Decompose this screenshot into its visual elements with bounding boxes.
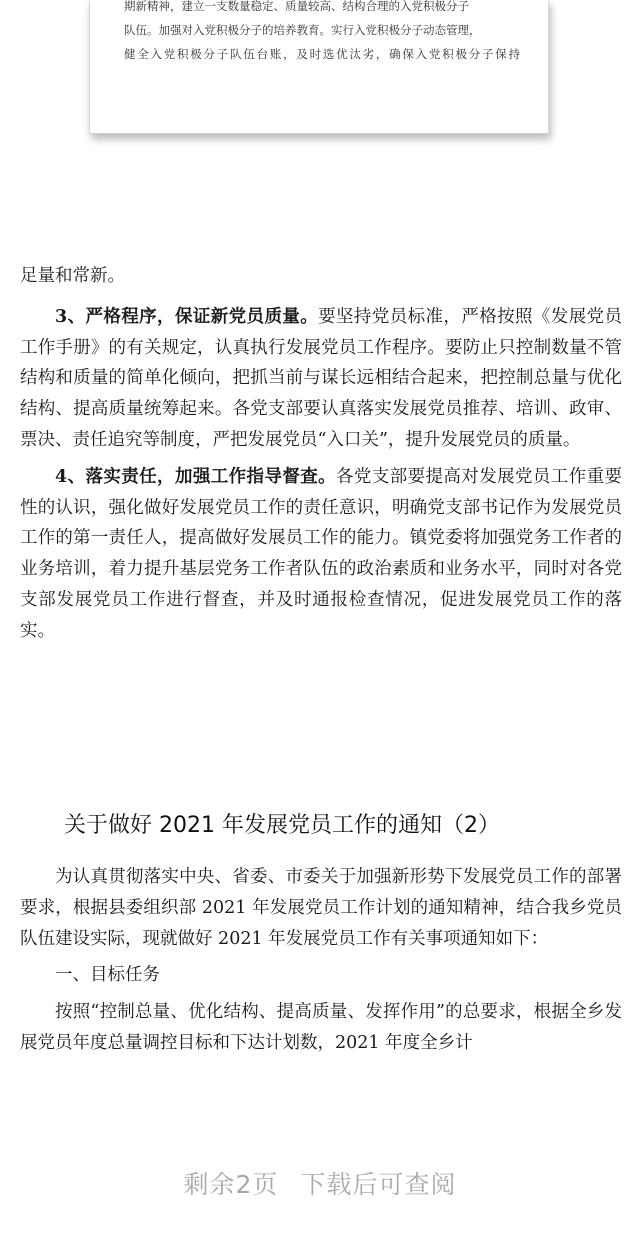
notice-intro: 为认真贯彻落实中央、省委、市委关于加强新形势下发展党员工作的部署要求，根据县委组织部 2021 年发展党员工作计划的通知精神，结合我乡党员队伍建设实际，现就做好 2021 年发展党员工作有关事项通知如下： bbox=[20, 867, 622, 949]
preview-line: 健全入党积极分子队伍台账，及时选优汰劣，确保入党积极分子保持 bbox=[124, 47, 520, 61]
download-prompt[interactable] bbox=[0, 1165, 640, 1201]
section-text: 按照“控制总量、优化结构、提高质量、发挥作用”的总要求，根据全乡发展党员年度总量调控目标和下达计划数，2021 年度全乡计 bbox=[20, 1002, 622, 1053]
remaining-pages-label: 剩余2页 bbox=[183, 1170, 279, 1199]
item-3-paragraph bbox=[20, 302, 622, 456]
document-body bbox=[20, 261, 622, 647]
item-4-paragraph bbox=[20, 462, 622, 647]
section-heading: 一、目标任务 bbox=[55, 965, 160, 986]
download-hint-label: 下载后可查阅 bbox=[300, 1170, 457, 1199]
item-3-text: 要坚持党员标准，严格按照《发展党员工作手册》的有关规定，认真执行发展党员工作程序。要防止只控制数量不管结构和质量的简单化倾向，把抓当前与谋长远相结合起来，把控制总量与优化结构、提高质量统筹起来。各党支部要认真落实发展党员推荐、培训、政审、票决、责任追究等制度，严把发展党员“入口关”，提升发展党员的质量。 bbox=[20, 306, 622, 450]
page-preview-card bbox=[89, 0, 549, 134]
item-4-text: 各党支部要提高对发展党员工作重要性的认识，强化做好发展党员工作的责任意识，明确党支部书记作为发展党员工作的第一责任人，提高做好发展员工作的能力。镇党委将加强党务工作者的业务培训，着力提升基层党务工作者队伍的政治素质和业务水平，同时对各党支部发展党员工作进行督查，并及时通报检查情况，促进发展党员工作的落实。 bbox=[20, 466, 622, 641]
notice-body bbox=[20, 862, 622, 1059]
preview-line: 期新精神，建立一支数量稳定、质量较高、结构合理的入党积极分子 bbox=[124, 0, 469, 13]
notice-title: 关于做好 2021 年发展党员工作的通知（2） bbox=[64, 813, 500, 838]
preview-line: 队伍。加强对入党积极分子的培养教育。实行入党积极分子动态管理， bbox=[124, 23, 481, 37]
item-4-heading: 4、落实责任，加强工作指导督查。 bbox=[55, 466, 337, 487]
item-3-heading: 3、严格程序，保证新党员质量。 bbox=[55, 306, 319, 327]
continued-text: 足量和常新。 bbox=[20, 266, 125, 286]
